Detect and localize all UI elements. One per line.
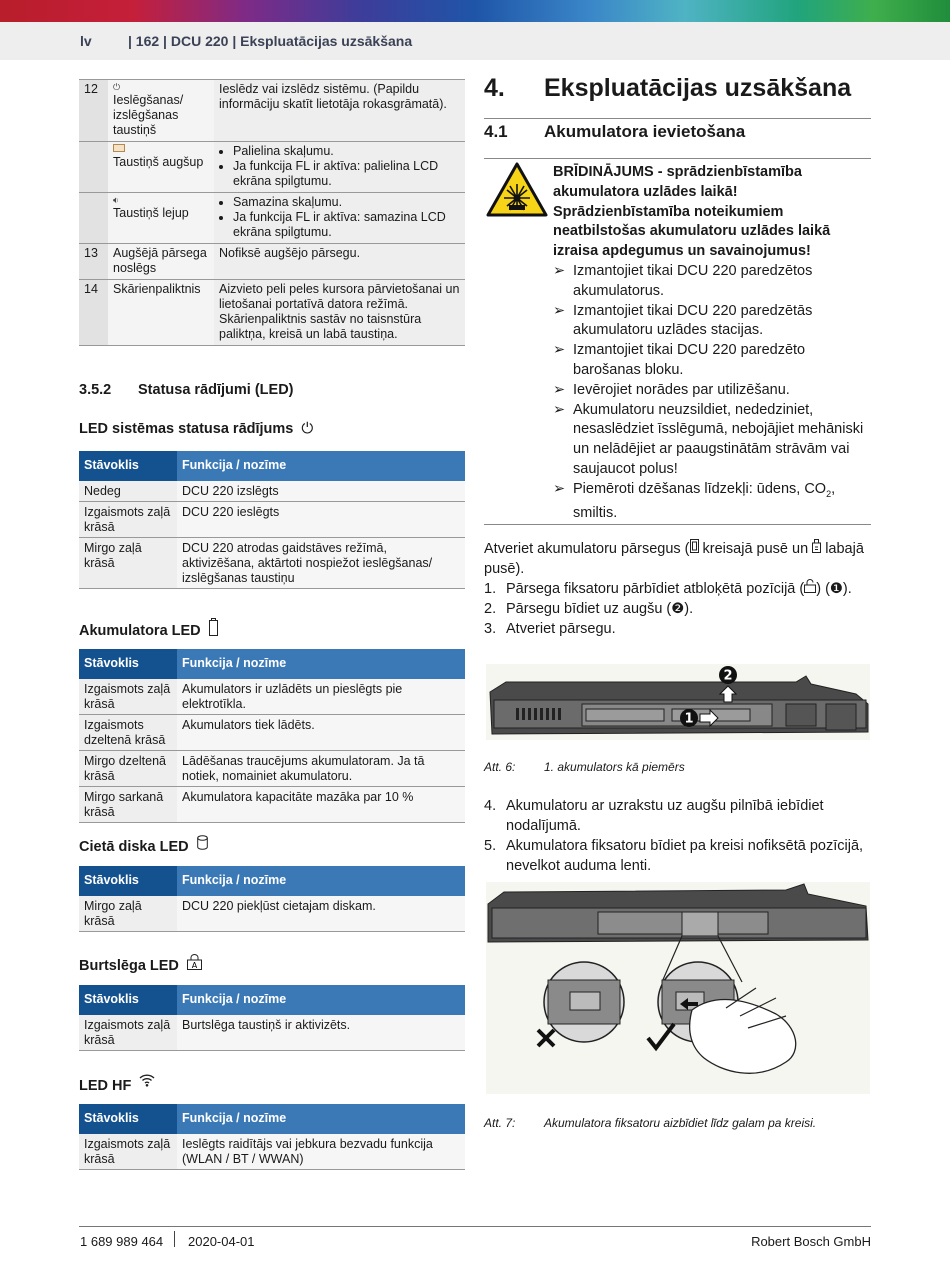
key-label: Taustiņš lejup bbox=[113, 206, 189, 220]
list-item: 5. Akumulatora fiksatoru bīdiet pa kreisi nofiksētā pozīcijā, nevelkot auduma lenti. bbox=[484, 838, 864, 874]
key-label: Augšējā pārsega noslēgs bbox=[108, 244, 214, 280]
key-label-cell bbox=[108, 193, 214, 244]
header-title: | 162 | DCU 220 | Ekspluatācijas uzsākšana bbox=[128, 33, 413, 49]
arrow-icon: ➢ bbox=[553, 381, 566, 398]
arrow-icon: ➢ bbox=[553, 262, 566, 279]
list-item: • Samazina skaļumu. bbox=[233, 195, 460, 210]
footer-separator bbox=[174, 1231, 175, 1247]
svg-text:A: A bbox=[191, 961, 198, 970]
table-row bbox=[79, 80, 465, 142]
table-row bbox=[79, 280, 465, 346]
table-row: Nedeg DCU 220 izslēgts bbox=[79, 481, 465, 502]
table-row: Mirgo dzeltenā krāsā Lādēšanas traucējums akumulatoram. Ja tā notiek, nomainiet akumulatoru. bbox=[79, 751, 465, 787]
led-hf-table bbox=[79, 1104, 465, 1170]
explosion-warning-icon bbox=[486, 162, 548, 218]
battery-icon bbox=[209, 622, 218, 639]
section-heading-41: 4.1 Akumulatora ievietošana bbox=[484, 122, 746, 141]
list-item: ➢ Izmantojiet tikai DCU 220 paredzēto barošanas bloku. bbox=[553, 342, 806, 378]
table-row: Mirgo zaļā krāsā DCU 220 atrodas gaidstāves režīmā, aktivizēšana, aktārtoti nospiežot ieslēgšanas/ izslēgšanas taustiņu bbox=[79, 538, 465, 589]
divider bbox=[484, 524, 871, 525]
cover-right-icon bbox=[812, 541, 821, 557]
arrow-icon: ➢ bbox=[553, 480, 566, 497]
key-description: Aizvieto peli peles kursora pārvietošanai un lietošanai portatīvā datora režīmā. Skārienpaliktnis sastāv no taisnstūra paliktņa, kreisā un labā taustiņa. bbox=[214, 280, 465, 346]
col-header-function: Funkcija / nozīme bbox=[177, 451, 465, 481]
list-item: • Palielina skaļumu. bbox=[233, 144, 460, 159]
footer-company: Robert Bosch GmbH bbox=[751, 1234, 871, 1249]
led-battery-table bbox=[79, 649, 465, 823]
list-item: ➢ Izmantojiet tikai DCU 220 paredzētos akumulatorus. bbox=[553, 262, 813, 299]
instruction-block bbox=[484, 539, 874, 639]
led-capslock-table bbox=[79, 985, 465, 1051]
col-header-state: Stāvoklis bbox=[79, 451, 177, 481]
table-row: Izgaismots zaļā krāsā DCU 220 ieslēgts bbox=[79, 502, 465, 538]
led-hf-heading: LED HF bbox=[79, 1073, 155, 1094]
list-item: ➢ Izmantojiet tikai DCU 220 paredzētās akumulatoru uzlādes stacijas. bbox=[553, 302, 813, 339]
volume-down-icon: 🔉︎ bbox=[113, 195, 119, 205]
divider bbox=[484, 158, 871, 159]
callout-1: 1 bbox=[684, 711, 694, 727]
table-row bbox=[79, 244, 465, 280]
list-item: ➢ Ievērojiet norādes par utilizēšanu. bbox=[553, 381, 871, 401]
brightness-up-icon bbox=[113, 144, 209, 155]
table-row: Mirgo zaļā krāsā DCU 220 piekļūst cietajam diskam. bbox=[79, 896, 465, 932]
col-header-function: Funkcija / nozīme bbox=[177, 985, 465, 1015]
warning-block bbox=[553, 163, 871, 524]
led-system-heading: LED sistēmas statusa rādījums ⏻ bbox=[79, 420, 314, 437]
list-item: 2. Pārsegu bīdiet uz augšu (❷). bbox=[484, 601, 694, 617]
table-row bbox=[79, 193, 465, 244]
callout-2: 2 bbox=[723, 668, 733, 684]
footer-doc-number: 1 689 989 464 bbox=[80, 1234, 164, 1249]
list-item: ➢ Akumulatoru neuzsildiet, nededziniet, nesaslēdziet īsslēgumā, nebojājiet mehāniski un nelādējiet ar paaugstinātām strāvām vai saujaucot polus! bbox=[553, 401, 864, 477]
figure-battery-cover bbox=[486, 664, 870, 740]
footer-date: 2020-04-01 bbox=[188, 1234, 255, 1249]
arrow-icon: ➢ bbox=[553, 302, 566, 319]
col-header-function: Funkcija / nozīme bbox=[177, 866, 465, 896]
table-row: Izgaismots zaļā krāsā Ieslēgts raidītājs vai jebkura bezvadu funkcija (WLAN / BT / WWAN) bbox=[79, 1134, 465, 1170]
capslock-icon bbox=[187, 957, 202, 974]
header-language: lv bbox=[80, 33, 92, 49]
list-item: ➢ Piemēroti dzēšanas līdzekļi: ūdens, $CO_2$, smiltis. bbox=[553, 480, 836, 522]
key-label: Ieslēgšanas/ izslēgšanas taustiņš bbox=[113, 93, 184, 137]
key-description: Ieslēdz vai izslēdz sistēmu. (Papildu informāciju skatīt lietotāja rokasgrāmatā). bbox=[214, 80, 465, 142]
warning-text: Sprādzienbīstamība noteikumiem neatbilstošas akumulatoru uzlādes laikā izraisa apdegumus un savainojumus! bbox=[553, 203, 831, 260]
led-disk-table bbox=[79, 866, 465, 932]
col-header-function: Funkcija / nozīme bbox=[177, 1104, 465, 1134]
led-disk-heading: Cietā diska LED bbox=[79, 835, 208, 855]
table-row: Mirgo sarkanā krāsā Akumulatora kapacitāte mazāka par 10 % bbox=[79, 787, 465, 823]
footer-divider bbox=[79, 1226, 871, 1227]
intro-text: Atveriet akumulatoru pārsegus ( kreisajā pusē un labajā pusē). bbox=[484, 541, 864, 577]
list-item: • Ja funkcija FL ir aktīva: samazina LCD ekrāna spilgtumu. bbox=[233, 210, 460, 240]
list-item: 3. Atveriet pārsegu. bbox=[484, 621, 616, 637]
list-item: • Ja funkcija FL ir aktīva: palielina LCD ekrāna spilgtumu. bbox=[233, 159, 460, 189]
row-number: 12 bbox=[79, 80, 108, 142]
power-icon: ⏻ bbox=[301, 420, 314, 437]
key-label: Taustiņš augšup bbox=[113, 155, 204, 169]
arrow-icon: ➢ bbox=[553, 342, 566, 359]
cover-left-icon bbox=[690, 541, 699, 557]
col-header-state: Stāvoklis bbox=[79, 649, 177, 679]
col-header-state: Stāvoklis bbox=[79, 1104, 177, 1134]
warning-title: BRĪDINĀJUMS - sprādzienbīstamība akumulatora uzlādes laikā! bbox=[553, 164, 802, 200]
list-item: 4. Akumulatoru ar uzrakstu uz augšu pilnībā iebīdiet nodalījumā. bbox=[484, 798, 824, 834]
chapter-title: 4. Ekspluatācijas uzsākšana bbox=[484, 74, 852, 102]
key-description bbox=[214, 142, 465, 193]
key-label-cell bbox=[108, 142, 214, 193]
section-heading-352: 3.5.2 Statusa rādījumi (LED) bbox=[79, 382, 294, 398]
table-row: Izgaismots dzeltenā krāsā Akumulators tiek lādēts. bbox=[79, 715, 465, 751]
figure-battery-latch bbox=[486, 882, 870, 1094]
instruction-block-2 bbox=[484, 796, 874, 876]
key-description-table bbox=[79, 79, 465, 346]
row-number: 14 bbox=[79, 280, 108, 346]
brand-color-bar bbox=[0, 0, 950, 22]
disk-icon bbox=[197, 838, 208, 855]
col-header-state: Stāvoklis bbox=[79, 866, 177, 896]
led-system-table bbox=[79, 451, 465, 589]
table-row: Izgaismots zaļā krāsā Akumulators ir uzlādēts un pieslēgts pie elektrotīkla. bbox=[79, 679, 465, 715]
col-header-state: Stāvoklis bbox=[79, 985, 177, 1015]
key-description: Nofiksē augšējo pārsegu. bbox=[214, 244, 465, 280]
page-header bbox=[0, 22, 950, 60]
led-capslock-heading: Burtslēga LED A bbox=[79, 954, 202, 974]
key-label-cell bbox=[108, 80, 214, 142]
arrow-icon: ➢ bbox=[553, 401, 566, 418]
figure-6-caption: Att. 6: 1. akumulators kā piemērs bbox=[484, 760, 685, 774]
key-label: Skārienpaliktnis bbox=[108, 280, 214, 346]
list-item: 1. Pārsega fiksatoru pārbīdiet atbloķētā pozīcijā ( ) (❶). bbox=[484, 581, 852, 597]
figure-7-caption: Att. 7: Akumulatora fiksatoru aizbīdiet līdz galam pa kreisi. bbox=[484, 1116, 817, 1130]
led-battery-heading: Akumulatora LED bbox=[79, 618, 218, 639]
row-number: 13 bbox=[79, 244, 108, 280]
divider bbox=[484, 118, 871, 119]
col-header-function: Funkcija / nozīme bbox=[177, 649, 465, 679]
key-description bbox=[214, 193, 465, 244]
table-row bbox=[79, 142, 465, 193]
unlock-icon bbox=[804, 581, 816, 597]
wireless-icon bbox=[139, 1077, 155, 1094]
power-icon: ⏻ bbox=[113, 82, 121, 92]
table-row: Izgaismots zaļā krāsā Burtslēga taustiņš ir aktivizēts. bbox=[79, 1015, 465, 1051]
